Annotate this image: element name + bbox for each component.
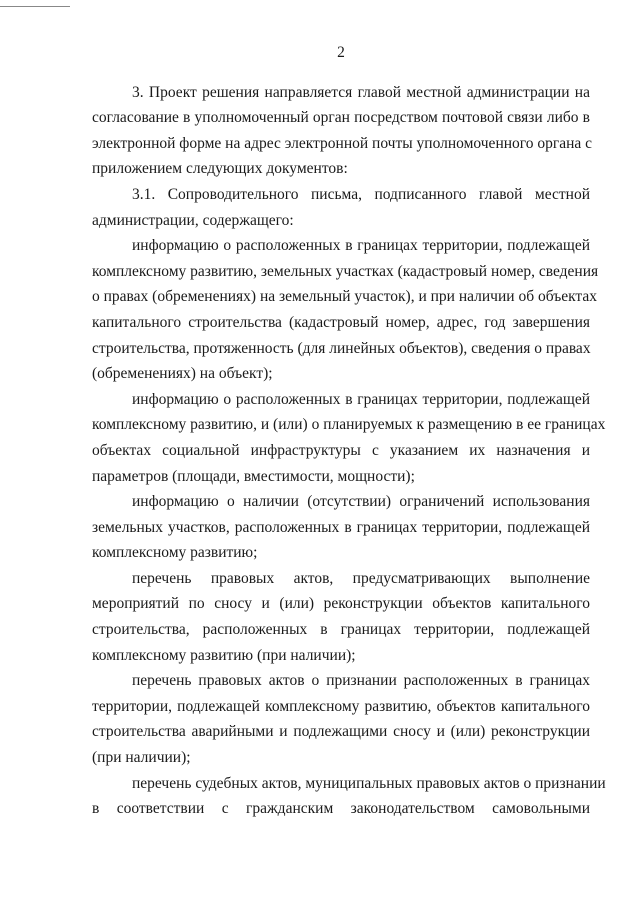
text-line: информацию о расположенных в границах территории, подлежащей — [132, 390, 590, 408]
paragraph-court-acts — [92, 771, 606, 822]
text-line: перечень правовых актов, предусматривающих выполнение — [132, 569, 590, 587]
text-line: (при наличии); — [92, 749, 191, 767]
scan-edge-mark — [0, 6, 70, 7]
text-line: комплексному развитию, земельных участках (кадастровый номер, сведения — [92, 262, 599, 280]
paragraph-restrictions — [92, 489, 590, 566]
text-line: параметров (площади, вместимости, мощности); — [92, 467, 415, 485]
text-line: перечень правовых актов о признании расположенных в границах — [132, 672, 590, 690]
text-line: информацию о расположенных в границах территории, подлежащей — [132, 237, 590, 255]
text-line: 3.1. Сопроводительного письма, подписанного главой местной — [132, 185, 590, 203]
text-line: перечень судебных актов, муниципальных правовых актов о признании — [132, 774, 606, 792]
text-line: электронной форме на адрес электронной почты уполномоченного органа с — [92, 134, 593, 152]
paragraph-3-1 — [92, 182, 590, 233]
text-line: строительства, расположенных в границах территории, подлежащей — [92, 621, 590, 639]
text-line: 3. Проект решения направляется главой местной администрации на — [132, 83, 590, 101]
text-line: строительства аварийными и подлежащими сносу и (или) реконструкции — [92, 723, 590, 741]
text-line: мероприятий по сносу и (или) реконструкции объектов капитального — [92, 595, 590, 613]
text-line: земельных участков, расположенных в границах территории, подлежащей — [92, 518, 590, 536]
text-line: объектах социальной инфраструктуры с указанием их назначения и — [92, 441, 590, 459]
text-line: администрации, содержащего: — [92, 211, 294, 229]
text-line: строительства, протяженность (для линейных объектов), сведения о правах — [92, 339, 591, 357]
paragraph-social-infrastructure — [92, 387, 606, 489]
paragraph-land-info — [92, 233, 599, 387]
page-number: 2 — [337, 44, 345, 61]
text-line: капитального строительства (кадастровый номер, адрес, год завершения — [92, 313, 590, 331]
text-line: комплексному развитию, и (или) о планируемых к размещению в ее границах — [92, 416, 606, 434]
text-line: согласование в уполномоченный орган посредством почтовой связи либо в — [92, 109, 590, 127]
text-line: комплексному развитию; — [92, 544, 258, 562]
paragraph-demolition-acts — [92, 566, 590, 668]
text-line: комплексному развитию (при наличии); — [92, 646, 356, 664]
text-line: о правах (обременениях) на земельный участок), и при наличии об объектах — [92, 288, 598, 306]
text-line: в соответствии с гражданским законодательством самовольными — [92, 800, 590, 818]
text-line: информацию о наличии (отсутствии) ограничений использования — [132, 493, 590, 511]
document-page — [92, 40, 606, 822]
text-line: территории, подлежащей комплексному развитию, объектов капитального — [92, 697, 590, 715]
text-line: (обременениях) на объект); — [92, 365, 273, 383]
paragraph-emergency-acts — [92, 668, 590, 770]
text-line: приложением следующих документов: — [92, 160, 348, 178]
paragraph-3 — [92, 80, 593, 182]
